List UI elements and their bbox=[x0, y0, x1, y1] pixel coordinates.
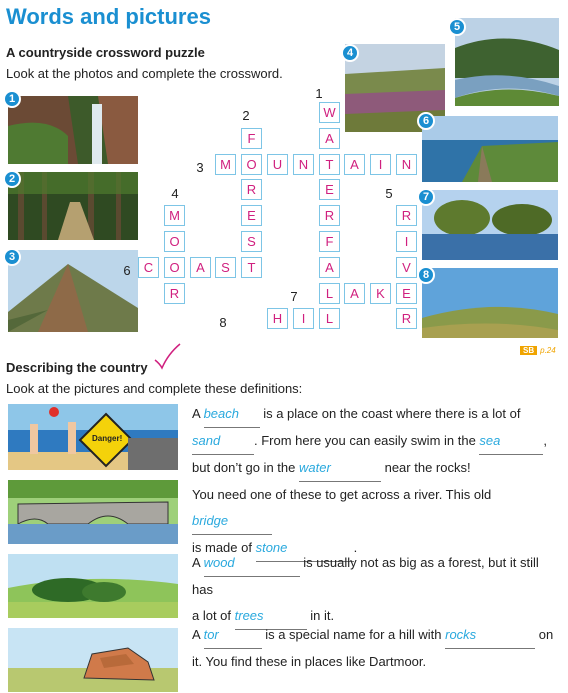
definitions-heading: Describing the country bbox=[6, 360, 148, 375]
crossword-cell[interactable]: R bbox=[241, 179, 262, 200]
crossword-cell[interactable]: I bbox=[396, 231, 417, 252]
crossword-cell[interactable]: E bbox=[396, 283, 417, 304]
illustration-beach bbox=[8, 404, 178, 470]
photo-number-6: 6 bbox=[417, 112, 435, 130]
crossword-cell[interactable]: N bbox=[396, 154, 417, 175]
answer-trees[interactable]: trees bbox=[235, 603, 307, 630]
clue-number-4: 4 bbox=[171, 186, 179, 201]
crossword-cell[interactable]: M bbox=[215, 154, 236, 175]
crossword-cell[interactable]: S bbox=[215, 257, 236, 278]
sb-tag: SB bbox=[520, 346, 537, 355]
student-book-reference bbox=[520, 346, 556, 355]
crossword-cell[interactable]: I bbox=[293, 308, 314, 329]
photo-number-1: 1 bbox=[3, 90, 21, 108]
crossword-cell[interactable]: N bbox=[293, 154, 314, 175]
crossword-cell[interactable]: H bbox=[267, 308, 288, 329]
crossword-cell[interactable]: E bbox=[241, 205, 262, 226]
answer-rocks[interactable]: rocks bbox=[445, 622, 535, 649]
photo-number-5: 5 bbox=[448, 18, 466, 36]
illustration-tor bbox=[8, 628, 178, 692]
crossword-cell[interactable]: K bbox=[370, 283, 391, 304]
clue-number-3: 3 bbox=[196, 160, 204, 175]
answer-water[interactable]: water bbox=[299, 455, 381, 482]
crossword-cell[interactable]: T bbox=[241, 257, 262, 278]
crossword-cell[interactable]: R bbox=[396, 308, 417, 329]
checkmark-icon bbox=[152, 342, 182, 370]
answer-stone[interactable]: stone bbox=[256, 535, 354, 562]
definition-tor: A tor is a special name for a hill with rocks on it. You find these in places like Dartmoor. bbox=[192, 622, 562, 675]
crossword-cell[interactable]: U bbox=[267, 154, 288, 175]
definitions-instruction: Look at the pictures and complete these definitions: bbox=[6, 381, 303, 396]
crossword-cell[interactable]: A bbox=[319, 257, 340, 278]
crossword-heading: A countryside crossword puzzle bbox=[6, 45, 205, 60]
crossword-cell[interactable]: F bbox=[241, 128, 262, 149]
photo-coast-ridge bbox=[8, 250, 138, 332]
answer-sand[interactable]: sand bbox=[192, 428, 254, 455]
crossword-cell[interactable]: A bbox=[344, 154, 365, 175]
photo-number-3: 3 bbox=[3, 248, 21, 266]
photo-number-7: 7 bbox=[417, 188, 435, 206]
crossword-cell[interactable]: R bbox=[164, 283, 185, 304]
crossword-cell[interactable]: R bbox=[319, 205, 340, 226]
answer-wood[interactable]: wood bbox=[204, 550, 300, 577]
photo-waterfall bbox=[8, 96, 138, 164]
illustration-bridge bbox=[8, 480, 178, 544]
crossword-cell[interactable]: F bbox=[319, 231, 340, 252]
definition-bridge: You need one of these to get across a river. This old bridge is made of stone . bbox=[192, 482, 562, 562]
clue-number-7: 7 bbox=[290, 289, 298, 304]
clue-number-8: 8 bbox=[219, 315, 227, 330]
crossword-cell[interactable]: L bbox=[319, 283, 340, 304]
crossword-cell[interactable]: I bbox=[370, 154, 391, 175]
crossword-cell[interactable]: R bbox=[396, 205, 417, 226]
page-ref: p.24 bbox=[540, 346, 556, 355]
answer-sea[interactable]: sea bbox=[479, 428, 543, 455]
crossword-cell[interactable]: O bbox=[241, 154, 262, 175]
photo-forest bbox=[8, 172, 138, 240]
crossword-cell[interactable]: C bbox=[138, 257, 159, 278]
photo-lake bbox=[422, 190, 558, 260]
answer-tor[interactable]: tor bbox=[204, 622, 262, 649]
crossword-cell[interactable]: M bbox=[164, 205, 185, 226]
photo-coastline bbox=[422, 116, 558, 182]
photo-number-4: 4 bbox=[341, 44, 359, 62]
photo-number-8: 8 bbox=[417, 266, 435, 284]
answer-beach[interactable]: beach bbox=[204, 401, 260, 428]
clue-number-6: 6 bbox=[123, 263, 131, 278]
crossword-cell[interactable]: O bbox=[164, 257, 185, 278]
definition-wood: A wood is usually not as big as a forest, but it still has a lot of trees in it. bbox=[192, 550, 562, 630]
crossword-cell[interactable]: A bbox=[319, 128, 340, 149]
crossword-cell[interactable]: V bbox=[396, 257, 417, 278]
definition-beach: A beach is a place on the coast where there is a lot of sand . From here you can easily swim in the sea , but don’t go in the water near the rocks! bbox=[192, 401, 562, 482]
illustration-wood bbox=[8, 554, 178, 618]
crossword-cell[interactable]: W bbox=[319, 102, 340, 123]
answer-bridge[interactable]: bridge bbox=[192, 508, 272, 535]
crossword-cell[interactable]: A bbox=[190, 257, 211, 278]
photo-number-2: 2 bbox=[3, 170, 21, 188]
clue-number-2: 2 bbox=[242, 108, 250, 123]
clue-number-1: 1 bbox=[315, 86, 323, 101]
crossword-cell[interactable]: S bbox=[241, 231, 262, 252]
crossword-cell[interactable]: E bbox=[319, 179, 340, 200]
crossword-cell[interactable]: T bbox=[319, 154, 340, 175]
crossword-cell[interactable]: O bbox=[164, 231, 185, 252]
crossword-instruction: Look at the photos and complete the crossword. bbox=[6, 66, 283, 81]
photo-hill bbox=[422, 268, 558, 338]
crossword-cell[interactable]: L bbox=[319, 308, 340, 329]
page-title: Words and pictures bbox=[6, 4, 211, 29]
crossword-cell[interactable]: A bbox=[344, 283, 365, 304]
photo-river bbox=[455, 18, 559, 106]
clue-number-5: 5 bbox=[385, 186, 393, 201]
danger-sign-label: Danger! bbox=[92, 434, 123, 443]
